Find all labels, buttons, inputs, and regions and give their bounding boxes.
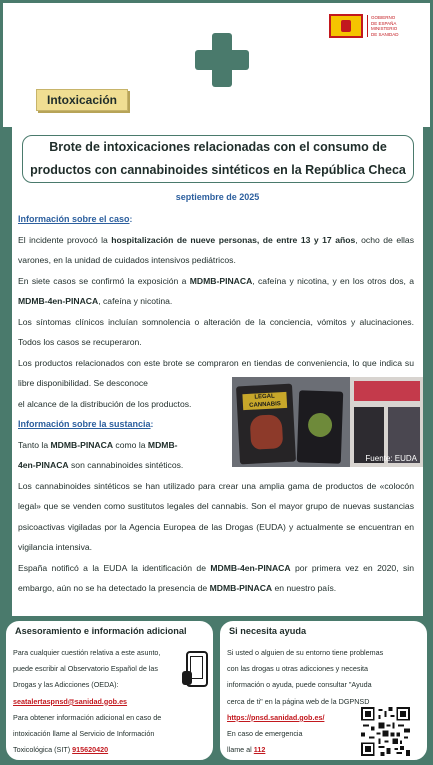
category-tag: Intoxicación (36, 89, 128, 111)
medical-cross-icon (195, 33, 249, 87)
page-title: Brote de intoxicaciones relacionadas con el consumo de productos con cannabinoides sintéticos en la República Checa (22, 135, 414, 183)
paragraph-symptoms: Los síntomas clínicos incluían somnolencia o alteración de la conciencia, vómitos y alucinaciones. Todos los casos se recuperaron. (18, 316, 414, 347)
oeda-email-link[interactable]: seatalertaspnsd@sanidad.gob.es (13, 696, 128, 706)
paragraph-spain: España notificó a la EUDA la identificación de MDMB-4en-PINACA por primera vez en 2020, sin embargo, aún no se ha detectado la presencia de MDMB-PINACA en nuestro país. (18, 562, 414, 593)
pnsd-url-link[interactable]: https://pnsd.sanidad.gob.es/ (227, 712, 325, 722)
sit-phone-link[interactable]: 915620420 (72, 745, 109, 755)
advice-text: Para cualquier cuestión relativa a este asunto, puede escribir al Observatorio Español de las Drogas y las Adicciones (OEDA): seatalertaspnsd@sanidad.gob.es Para obtener información adicional en caso de intoxicación llame al Servicio de Información Toxicológica (SIT) 915620420 (13, 648, 162, 755)
smartphone-icon (186, 651, 208, 687)
paragraph-products-cont: el alcance de la distribución de los productos. (18, 398, 192, 409)
main-content (12, 127, 423, 616)
section-heading-case: Información sobre el caso: (18, 214, 133, 224)
qr-code-icon[interactable] (361, 707, 410, 756)
paragraph-legal-highs: Los cannabinoides sintéticos se han utilizado para crear una amplia gama de productos de «colocón legal» que se venden como sustitutos legales del cannabis. Son el mayor grupo de nuevas sustancias psicoactivas vigiladas por la Agencia Europea de las Drogas (EUDA) y actualmente se encuentran en vigilancia intensiva. (18, 480, 414, 552)
coat-of-arms-icon (329, 14, 363, 38)
paragraph-cannabinoids: Tanto la MDMB-PINACA como la MDMB- 4en-PINACA son cannabinoides sintéticos. (18, 439, 184, 470)
help-title: Si necesita ayuda (229, 626, 307, 636)
paragraph-products: Los productos relacionados con este brote se compraron en tiendas de conveniencia, lo que indica su libre disponibilidad. Se desconoce (18, 357, 414, 388)
ministry-name: GOBIERNO DE ESPAÑA MINISTERIO DE SANIDAD (367, 15, 425, 37)
advice-box (5, 620, 214, 761)
section-heading-substance: Información sobre la sustancia: (18, 419, 154, 429)
paragraph-exposure: En siete casos se confirmó la exposición a MDMB-PINACA, cafeína y nicotina, y en los otros dos, a MDMB-4en-PINACA, cafeína y nicotina. (18, 275, 414, 306)
help-text: Si usted o alguien de su entorno tiene problemas con las drogas u otras adicciones y necesita información o ayuda, puede consultar "Ayuda cerca de ti" en la página web de la DGPNSD https://pnsd.sanidad.gob.es/ En caso de emergencia llame al 112 (227, 648, 384, 755)
paragraph-incident: El incidente provocó la hospitalización de nueve personas, de entre 13 y 17 años, ocho de ellas varones, en la unidad de cuidados intensivos pediátricos. (18, 234, 415, 265)
product-pack (236, 384, 296, 465)
advice-title: Asesoramiento e información adicional (15, 626, 187, 636)
emergency-number-link[interactable]: 112 (253, 745, 266, 755)
publication-date: septiembre de 2025 (175, 192, 260, 202)
product-pack (297, 390, 343, 463)
help-box (219, 620, 428, 761)
government-logo (329, 11, 429, 41)
product-photo (232, 377, 423, 467)
photo-credit: Fuente: EUDA (365, 454, 417, 463)
product-pack-label: LEGAL CANNABIS (242, 392, 287, 410)
